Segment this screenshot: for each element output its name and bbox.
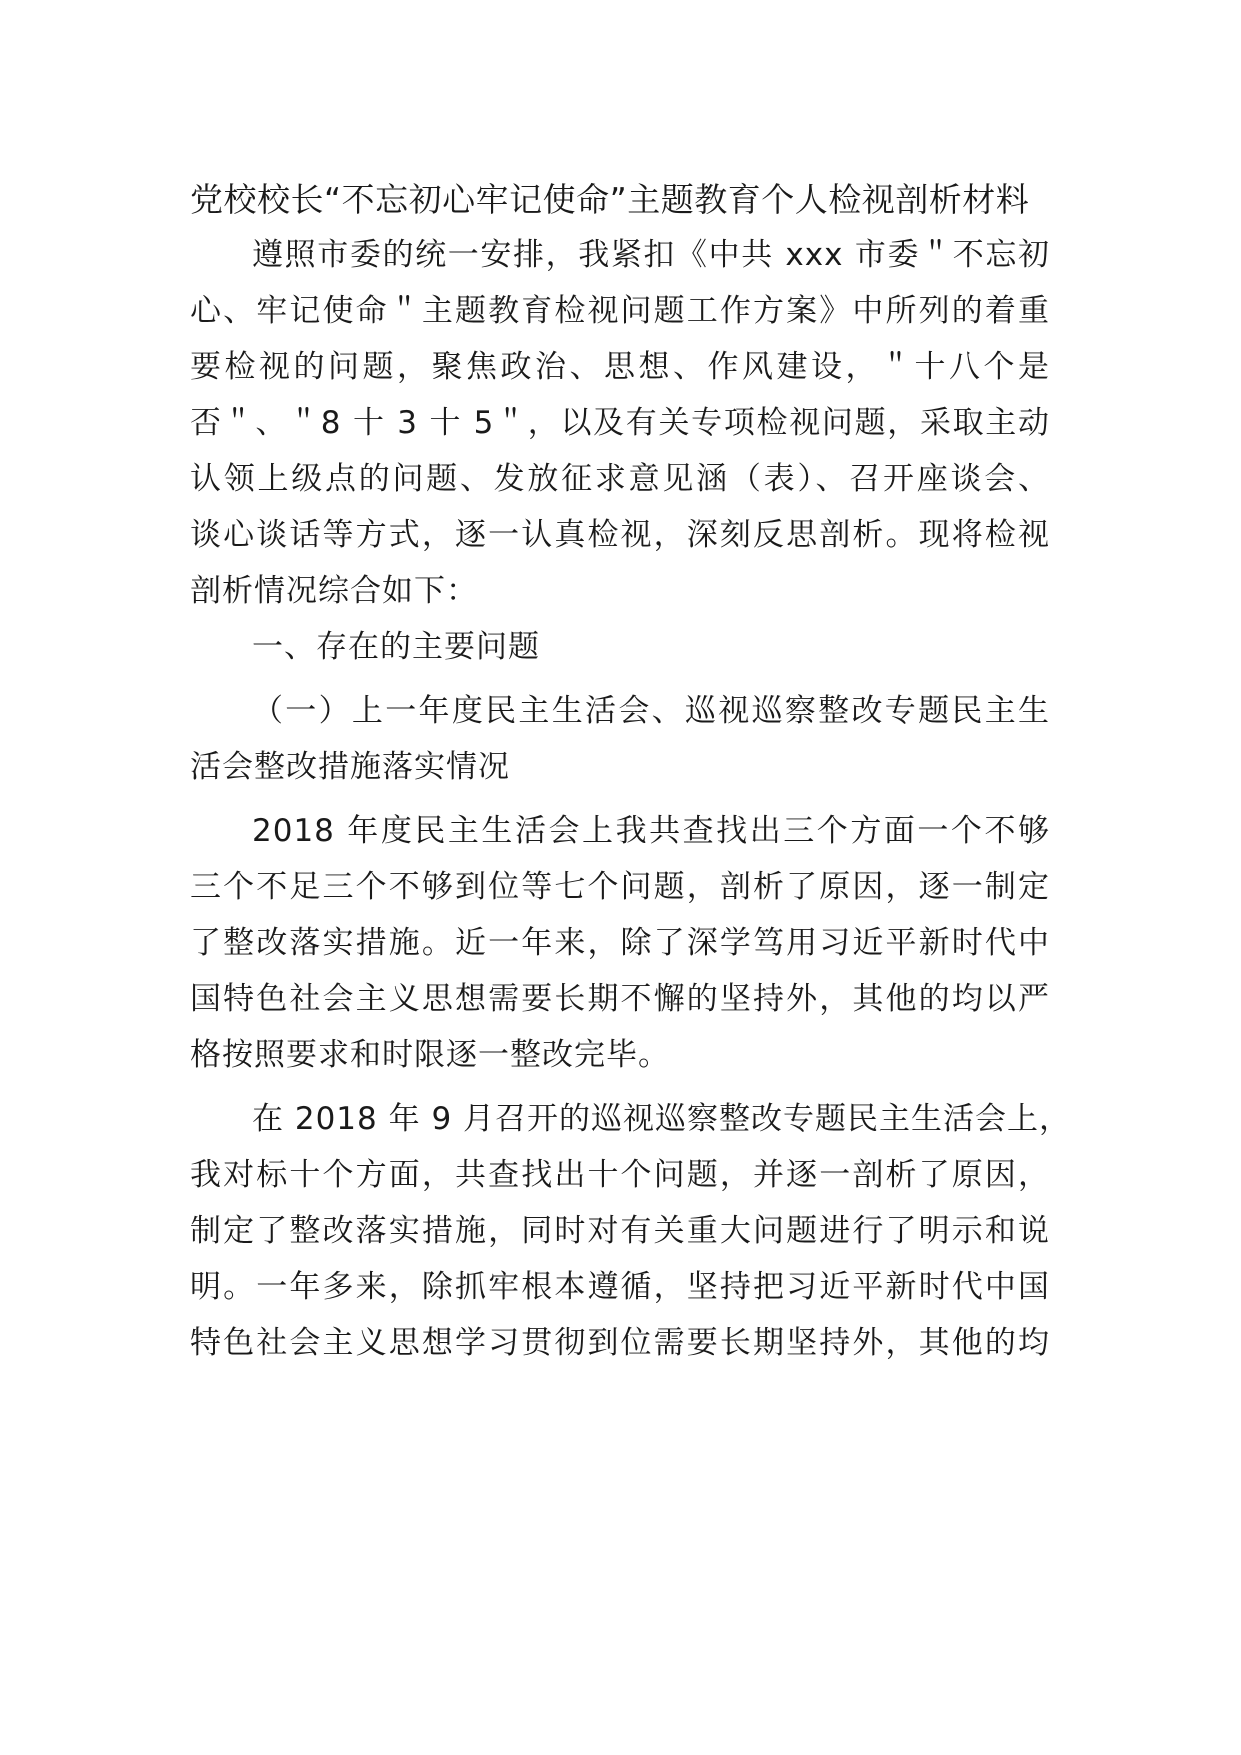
paragraph-line: 要检视的问题，聚焦政治、思想、作风建设，＂十八个是 bbox=[190, 349, 1050, 385]
paragraph-line: 格按照要求和时限逐一整改完毕。 bbox=[190, 1037, 670, 1073]
paragraph-line: 谈心谈话等方式，逐一认真检视，深刻反思剖析。现将检视 bbox=[190, 517, 1050, 553]
paragraph-line: 国特色社会主义思想需要长期不懈的坚持外，其他的均以严 bbox=[190, 981, 1050, 1017]
paragraph-line: 三个不足三个不够到位等七个问题，剖析了原因，逐一制定 bbox=[190, 869, 1050, 905]
paragraph-line: 在 2018 年 9 月召开的巡视巡察整改专题民主生活会上， bbox=[252, 1101, 1072, 1137]
paragraph-line: 特色社会主义思想学习贯彻到位需要长期坚持外，其他的均 bbox=[190, 1325, 1050, 1361]
paragraph-line: 否＂、＂8 十 3 十 5＂，以及有关专项检视问题，采取主动 bbox=[190, 405, 1050, 441]
section-heading: 一、存在的主要问题 bbox=[252, 629, 540, 665]
paragraph-line: 明。一年多来，除抓牢根本遵循，坚持把习近平新时代中国 bbox=[190, 1269, 1050, 1305]
paragraph-line: 了整改落实措施。近一年来，除了深学笃用习近平新时代中 bbox=[190, 925, 1050, 961]
paragraph-line: 剖析情况综合如下： bbox=[190, 573, 478, 609]
paragraph-line: 认领上级点的问题、发放征求意见涵（表）、召开座谈会、 bbox=[190, 461, 1050, 497]
paragraph-line: 遵照市委的统一安排，我紧扣《中共 xxx 市委＂不忘初 bbox=[252, 237, 1050, 273]
subsection-heading: （一）上一年度民主生活会、巡视巡察整改专题民主生 bbox=[252, 693, 1050, 729]
paragraph-line: 2018 年度民主生活会上我共查找出三个方面一个不够 bbox=[252, 813, 1050, 849]
paragraph-line: 制定了整改落实措施，同时对有关重大问题进行了明示和说 bbox=[190, 1213, 1050, 1249]
subsection-heading-cont: 活会整改措施落实情况 bbox=[190, 749, 510, 785]
document-title: 党校校长“不忘初心牢记使命”主题教育个人检视剖析材料 bbox=[190, 180, 1030, 219]
paragraph-line: 心、牢记使命＂主题教育检视问题工作方案》中所列的着重 bbox=[190, 293, 1050, 329]
paragraph-line: 我对标十个方面，共查找出十个问题，并逐一剖析了原因， bbox=[190, 1157, 1050, 1193]
